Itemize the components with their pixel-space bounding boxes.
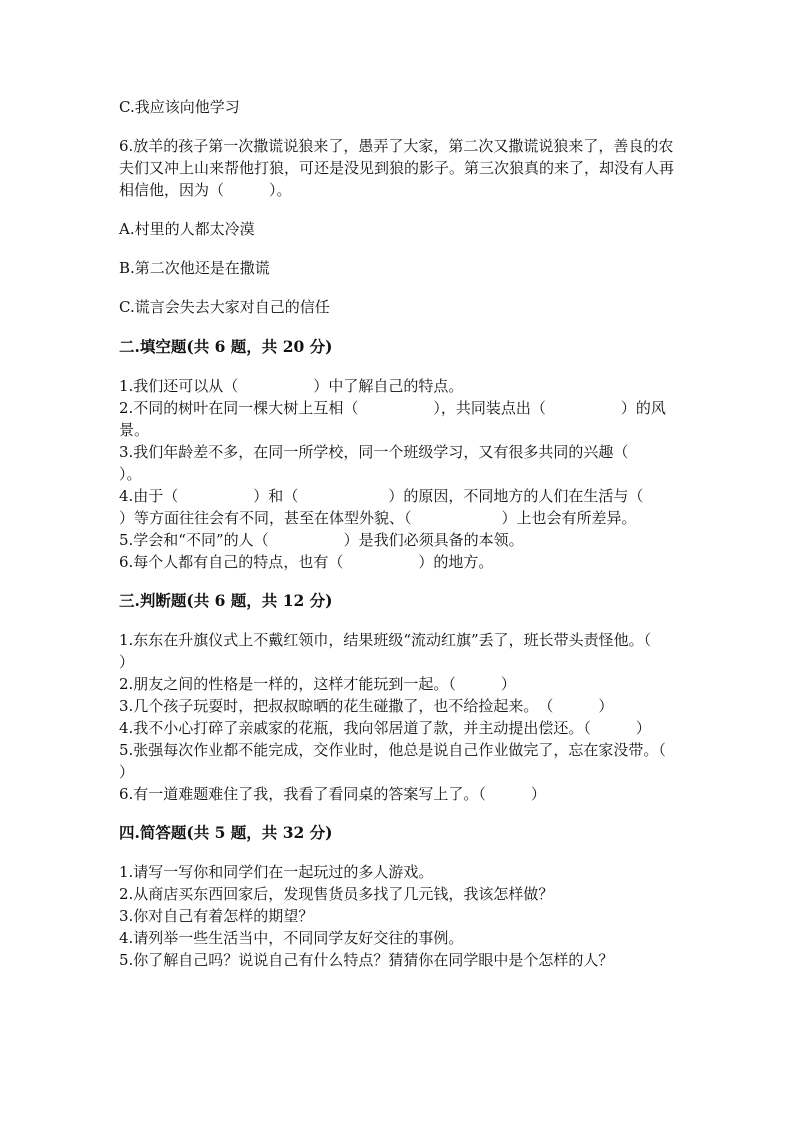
question-6-stem: 6.放羊的孩子第一次撒谎说狼来了，愚弄了大家，第二次又撒谎说狼来了，善良的农夫们又冲上山来帮他打狼，可还是没见到狼的影子。第三次狼真的来了，却没有人再相信他，因为（ ）。 — [119, 137, 675, 199]
judge-item-3: 3.几个孩子玩耍时，把叔叔晾晒的花生碰撒了，也不给捡起来。 （ ） — [119, 697, 614, 715]
judge-item-1: 1.东东在升旗仪式上不戴红领巾，结果班级“流动红旗”丢了，班长带头责怪他。（ ） — [119, 631, 697, 671]
fill-item-5: 5.学会和“不同”的人（ ）是我们必须具备的本领。 — [119, 531, 524, 549]
fill-item-2: 2.不同的树叶在同一棵大树上互相（ ），共同装点出（ ）的风景。 — [119, 399, 666, 439]
short-answer-item-5: 5.你了解自己吗？说说自己有什么特点？猜猜你在同学眼中是个怎样的人？ — [119, 951, 614, 969]
judge-item-2: 2.朋友之间的性格是一样的，这样才能玩到一起。（ ） — [119, 675, 516, 693]
section-2-title: 二.填空题(共 6 题，共 20 分) — [119, 337, 333, 356]
page-content — [119, 96, 719, 971]
judge-item-5: 5.张强每次作业都不能完成，交作业时，他总是说自己作业做完了，忘在家没带。（ ） — [119, 741, 711, 781]
fill-item-4: 4.由于（ ）和（ ）的原因，不同地方的人们在生活与（ ）等方面往往会有不同，甚至在体型外貌、（ ）上也会有所差异。 — [119, 487, 719, 527]
question-6-option-c: C.谎言会失去大家对自己的信任 — [119, 298, 330, 316]
prior-option-c: C.我应该向他学习 — [119, 98, 240, 116]
short-answer-item-4: 4.请列举一些生活当中，不同同学友好交往的事例。 — [119, 929, 464, 947]
fill-item-1: 1.我们还可以从（ ）中了解自己的特点。 — [119, 377, 464, 395]
section-3-title: 三.判断题(共 6 题，共 12 分) — [119, 591, 333, 610]
judge-item-4: 4.我不小心打碎了亲戚家的花瓶，我向邻居道了款，并主动提出偿还。（ ） — [119, 719, 651, 737]
short-answer-item-1: 1.请写一写你和同学们在一起玩过的多人游戏。 — [119, 863, 434, 881]
fill-item-3: 3.我们年龄差不多，在同一所学校，同一个班级学习，又有很多共同的兴趣（ ）。 — [119, 443, 719, 483]
short-answer-item-3: 3.你对自己有着怎样的期望？ — [119, 907, 314, 925]
fill-item-6: 6.每个人都有自己的特点，也有（ ）的地方。 — [119, 553, 494, 571]
short-answer-item-2: 2.从商店买东西回家后，发现售货员多找了几元钱，我该怎样做？ — [119, 885, 554, 903]
question-6-option-b: B.第二次他还是在撒谎 — [119, 259, 270, 277]
section-4-title: 四.简答题(共 5 题，共 32 分) — [119, 823, 333, 842]
judge-item-6: 6.有一道难题难住了我，我看了看同桌的答案写上了。（ ） — [119, 785, 546, 803]
question-6-option-a: A.村里的人都太冷漠 — [119, 220, 255, 238]
